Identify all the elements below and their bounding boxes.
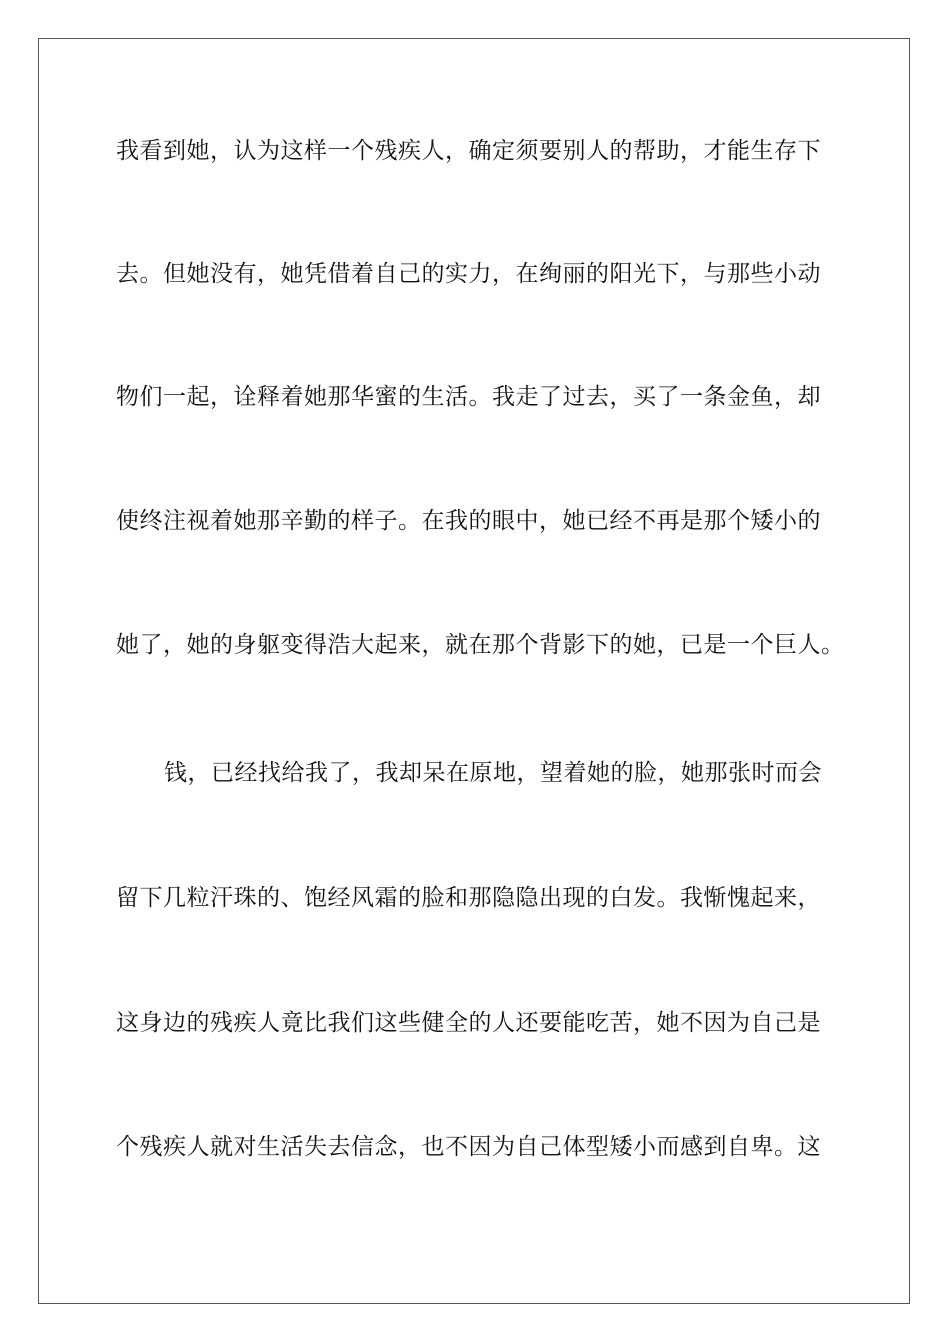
- text-line-8: 这身边的残疾人竟比我们这些健全的人还要能吃苦，她不因为自己是: [116, 1010, 821, 1036]
- text-line-1: 我看到她，认为这样一个残疾人，确定须要别人的帮助，才能生存下: [116, 138, 821, 164]
- text-line-6-paragraph-start: 钱，已经找给我了，我却呆在原地，望着她的脸，她那张时而会: [164, 760, 822, 786]
- text-line-7: 留下几粒汗珠的、饱经风霜的脸和那隐隐出现的白发。我惭愧起来，: [116, 885, 821, 911]
- page-border: [38, 38, 910, 1304]
- text-line-9: 个残疾人就对生活失去信念，也不因为自己体型矮小而感到自卑。这: [116, 1134, 821, 1160]
- text-line-2: 去。但她没有，她凭借着自己的实力，在绚丽的阳光下，与那些小动: [116, 261, 821, 287]
- text-line-3: 物们一起，诠释着她那华蜜的生活。我走了过去，买了一条金鱼，却: [116, 384, 821, 410]
- text-line-5: 她了，她的身躯变得浩大起来，就在那个背影下的她，已是一个巨人。: [116, 632, 845, 658]
- text-line-4: 使终注视着她那辛勤的样子。在我的眼中，她已经不再是那个矮小的: [116, 508, 821, 534]
